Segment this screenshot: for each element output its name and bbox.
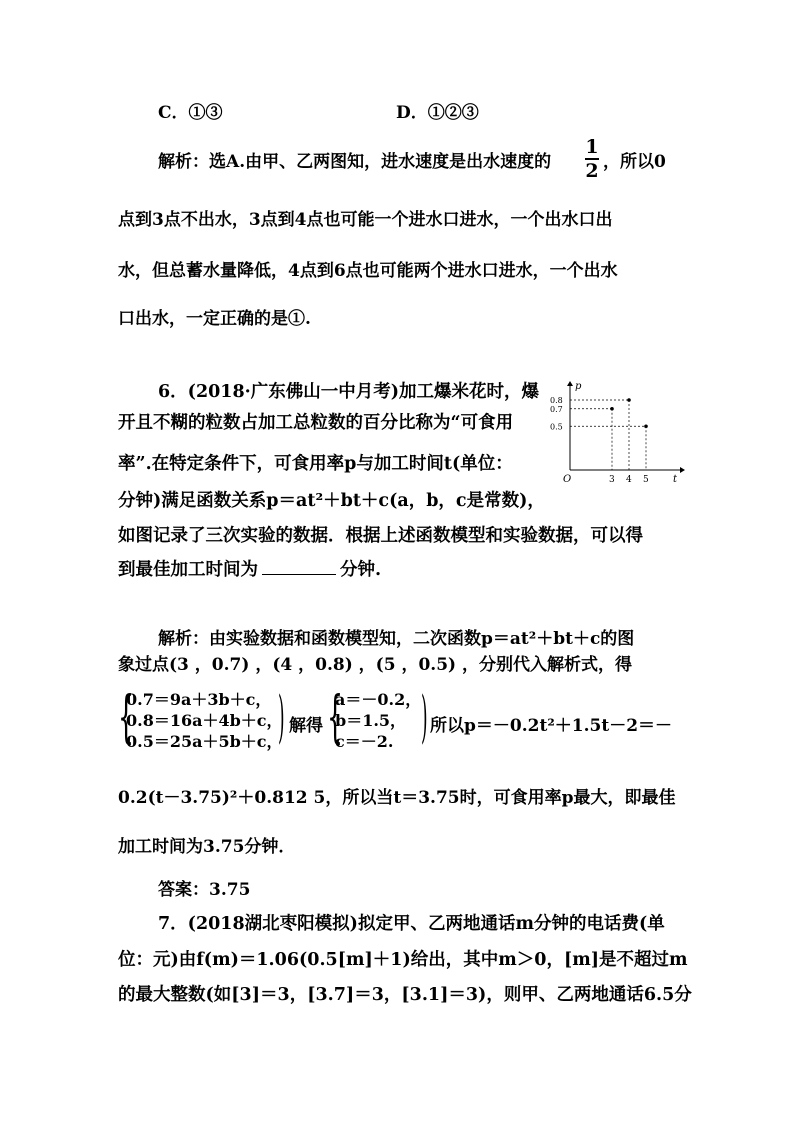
answer-label: 答案：	[158, 880, 209, 900]
solution-2-mid-text: 解得	[289, 716, 323, 736]
data-point-1	[627, 398, 631, 402]
solution-1-line-4: 口出水，一定正确的是①.	[118, 309, 311, 329]
solution-2-line-5: 加工时间为3.75分钟．	[118, 837, 296, 857]
system-1-row-3: 0.5＝25a＋5b＋c，	[126, 732, 283, 751]
system-1-row-2: 0.8＝16a＋4b＋c，	[126, 711, 283, 730]
option-d-label: D．	[396, 103, 428, 123]
y-tick-label-1: 0.7	[550, 404, 563, 414]
x-tick-label-2: 5	[643, 475, 649, 484]
solution-2-line-4: 0.2(t－3.75)²＋0.812 5，所以当t＝3.75时，可食用率p最大，即最佳	[118, 788, 676, 808]
question-6-line-4: 分钟)满足函数关系p＝at²＋bt＋c(a，b，c是常数)，	[118, 491, 545, 511]
x-axis-label: t	[673, 474, 678, 484]
solution-2-head: 解析：	[158, 629, 209, 649]
right-paren-2: )	[421, 685, 428, 750]
popcorn-chart	[546, 378, 686, 484]
y-tick-label-2: 0.5	[550, 422, 563, 432]
option-c	[158, 98, 223, 123]
y-axis-label: p	[575, 381, 582, 392]
answer-line	[158, 875, 250, 900]
solution-1-line-2: 点到3点不出水，3点到4点也可能一个进水口进水，一个出水口出	[118, 210, 613, 230]
solution-1-line-1	[158, 147, 551, 172]
solution-1-text-b: ，所以0	[603, 152, 666, 172]
option-c-label: C．	[158, 103, 189, 123]
answer-value: 3.75	[209, 880, 251, 900]
solution-1-line-3: 水，但总蓄水量降低，4点到6点也可能两个进水口进水，一个出水	[118, 261, 618, 281]
question-6-line-5: 如图记录了三次实验的数据．根据上述函数模型和实验数据，可以得	[118, 526, 643, 546]
fraction-denominator: 2	[585, 160, 599, 182]
y-axis-arrow	[567, 381, 573, 386]
question-7-line-3: 的最大整数(如[3]＝3，[3.7]＝3，[3.1]＝3)，则甲、乙两地通话6.5分	[118, 985, 692, 1005]
system-2-row-3: c＝－2.	[335, 732, 394, 751]
solution-2-line-2: 象过点(3 ，0.7) ，(4 ，0.8) ，(5 ，0.5) ，分别代入解析式，得	[118, 655, 632, 675]
system-1-row-1: 0.7＝9a＋3b＋c，	[126, 690, 272, 709]
question-6-text-b: 分钟.	[340, 560, 382, 580]
equation-system-2	[335, 689, 421, 752]
data-point-0	[610, 407, 614, 411]
x-axis-arrow	[680, 467, 685, 473]
left-brace-1: {	[118, 685, 135, 750]
y-tick-label-0: 0.8	[550, 396, 563, 405]
solution-2-tail: 所以p＝－0.2t²＋1.5t－2＝－	[430, 716, 673, 736]
origin-label: O	[563, 474, 572, 484]
solution-2-line-1	[158, 624, 634, 649]
answer-blank	[262, 560, 336, 575]
fraction-one-half	[585, 136, 599, 182]
option-d-value: ①②③	[427, 103, 479, 123]
right-paren-1: )	[278, 685, 285, 750]
question-6-line-6	[118, 556, 381, 581]
solution-1-text-a: 选A.由甲、乙两图知，进水速度是出水速度的	[209, 152, 552, 172]
question-7-line-1: 7．(2018湖北枣阳模拟)拟定甲、乙两地通话m分钟的电话费(单	[158, 914, 665, 934]
question-6-line-2: 开且不糊的粒数占加工总粒数的百分比称为“可食用	[118, 413, 514, 433]
solution-1-head: 解析：	[158, 152, 209, 172]
question-6-text-a: 到最佳加工时间为	[118, 560, 258, 580]
x-tick-label-1: 4	[626, 475, 632, 484]
option-c-value: ①③	[188, 103, 223, 123]
question-7-line-2: 位：元)由f(m)＝1.06(0.5[m]＋1)给出，其中m＞0，[m]是不超过m	[118, 950, 688, 970]
equation-system-1	[126, 689, 283, 752]
option-d	[396, 98, 479, 123]
data-point-2	[644, 424, 648, 428]
system-2-row-2: b＝1.5，	[335, 711, 407, 730]
question-6-line-1: 6．(2018·广东佛山一中月考)加工爆米花时，爆	[158, 382, 540, 402]
x-tick-label-0: 3	[609, 475, 615, 484]
system-2-row-1: a＝－0.2，	[335, 690, 422, 709]
solution-2-text-1: 由实验数据和函数模型知，二次函数p＝at²＋bt＋c的图	[209, 629, 635, 649]
left-brace-2: {	[327, 685, 344, 750]
question-6-line-3: 率”.在特定条件下，可食用率p与加工时间t(单位：	[118, 454, 513, 474]
fraction-numerator: 1	[585, 136, 599, 158]
